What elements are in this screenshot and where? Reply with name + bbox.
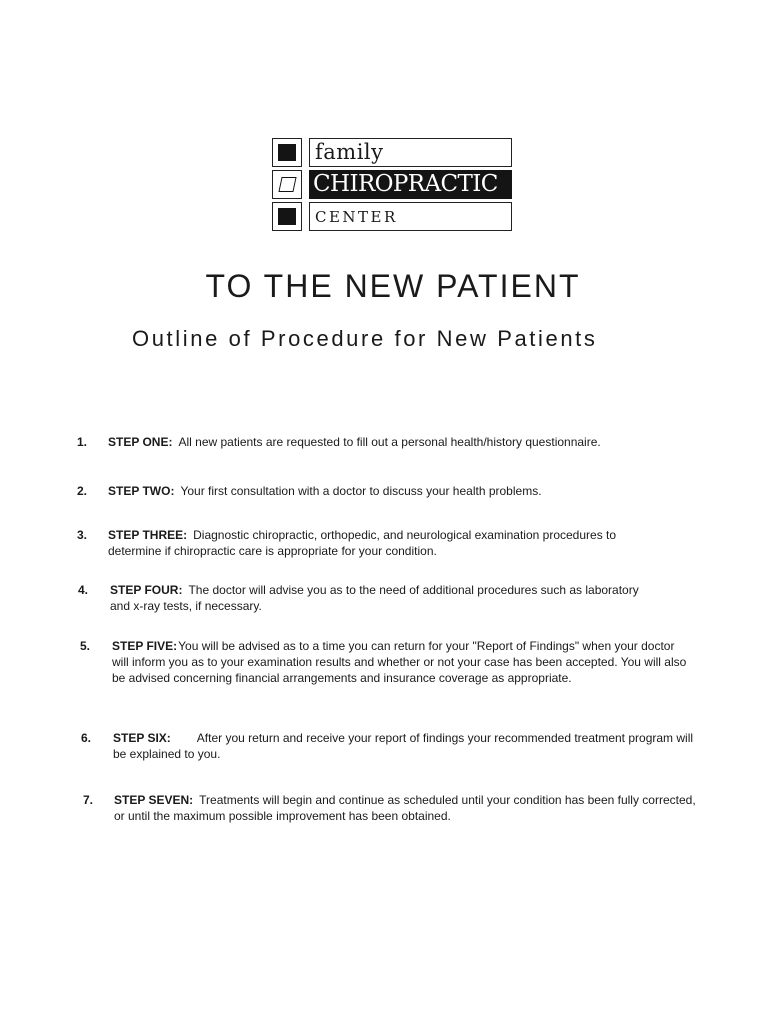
step-body [114, 792, 702, 824]
step-number: 7. [83, 793, 94, 807]
step-number: 2. [77, 484, 88, 498]
step-label: STEP SIX: [113, 731, 171, 745]
logo-square-filled-icon [272, 202, 302, 231]
step-number: 1. [77, 435, 88, 449]
step-body [108, 434, 688, 450]
step-label: STEP FOUR: [110, 583, 183, 597]
step-number: 6. [81, 731, 92, 745]
step-text: After you return and receive your report of findings your recommended treatment program will be explained to you. [113, 731, 694, 761]
logo-text-family: family [315, 140, 384, 164]
step-text: The doctor will advise you as to the need of additional procedures such as laboratory and x-ray tests, if necessary. [110, 583, 639, 613]
step-label: STEP THREE: [108, 528, 188, 542]
step-body [108, 527, 668, 559]
step-text: Diagnostic chiropractic, orthopedic, and neurological examination procedures to determine if chiropractic care is appropriate for your condition. [108, 528, 617, 558]
logo-square-filled-icon [272, 138, 302, 167]
center-logo [272, 137, 512, 232]
logo-square-outline-icon [272, 170, 302, 199]
step-body [108, 483, 688, 499]
step-body [113, 730, 695, 762]
step-label: STEP TWO: [108, 484, 175, 498]
step-number: 5. [80, 639, 91, 653]
step-label: STEP SEVEN: [114, 793, 194, 807]
logo-bar-family [309, 138, 512, 167]
logo-text-center: CENTER [315, 208, 398, 226]
step-body [110, 582, 650, 614]
logo-bar-center [309, 202, 512, 231]
logo-text-chiropractic: CHIROPRACTIC [313, 171, 498, 197]
step-text: Your first consultation with a doctor to discuss your health problems. [180, 484, 542, 498]
step-label: STEP FIVE: [112, 639, 178, 653]
page-title: TO THE NEW PATIENT [205, 268, 581, 304]
step-label: STEP ONE: [108, 435, 173, 449]
step-body [112, 638, 692, 686]
step-number: 3. [77, 528, 88, 542]
page-subtitle: Outline of Procedure for New Patients [132, 326, 598, 351]
step-number: 4. [78, 583, 89, 597]
step-text: All new patients are requested to fill out a personal health/history questionnaire. [178, 435, 601, 449]
logo-bar-chiropractic [309, 170, 512, 199]
step-text: You will be advised as to a time you can return for your "Report of Findings" when your doctor will inform you as to your examination results and whether or not your case has been accepted. You will also be advised concerning financial arrangements and insurance coverage as appropriate. [112, 639, 687, 685]
step-text: Treatments will begin and continue as scheduled until your condition has been fully corrected, or until the maximum possible improvement has been obtained. [114, 793, 696, 823]
